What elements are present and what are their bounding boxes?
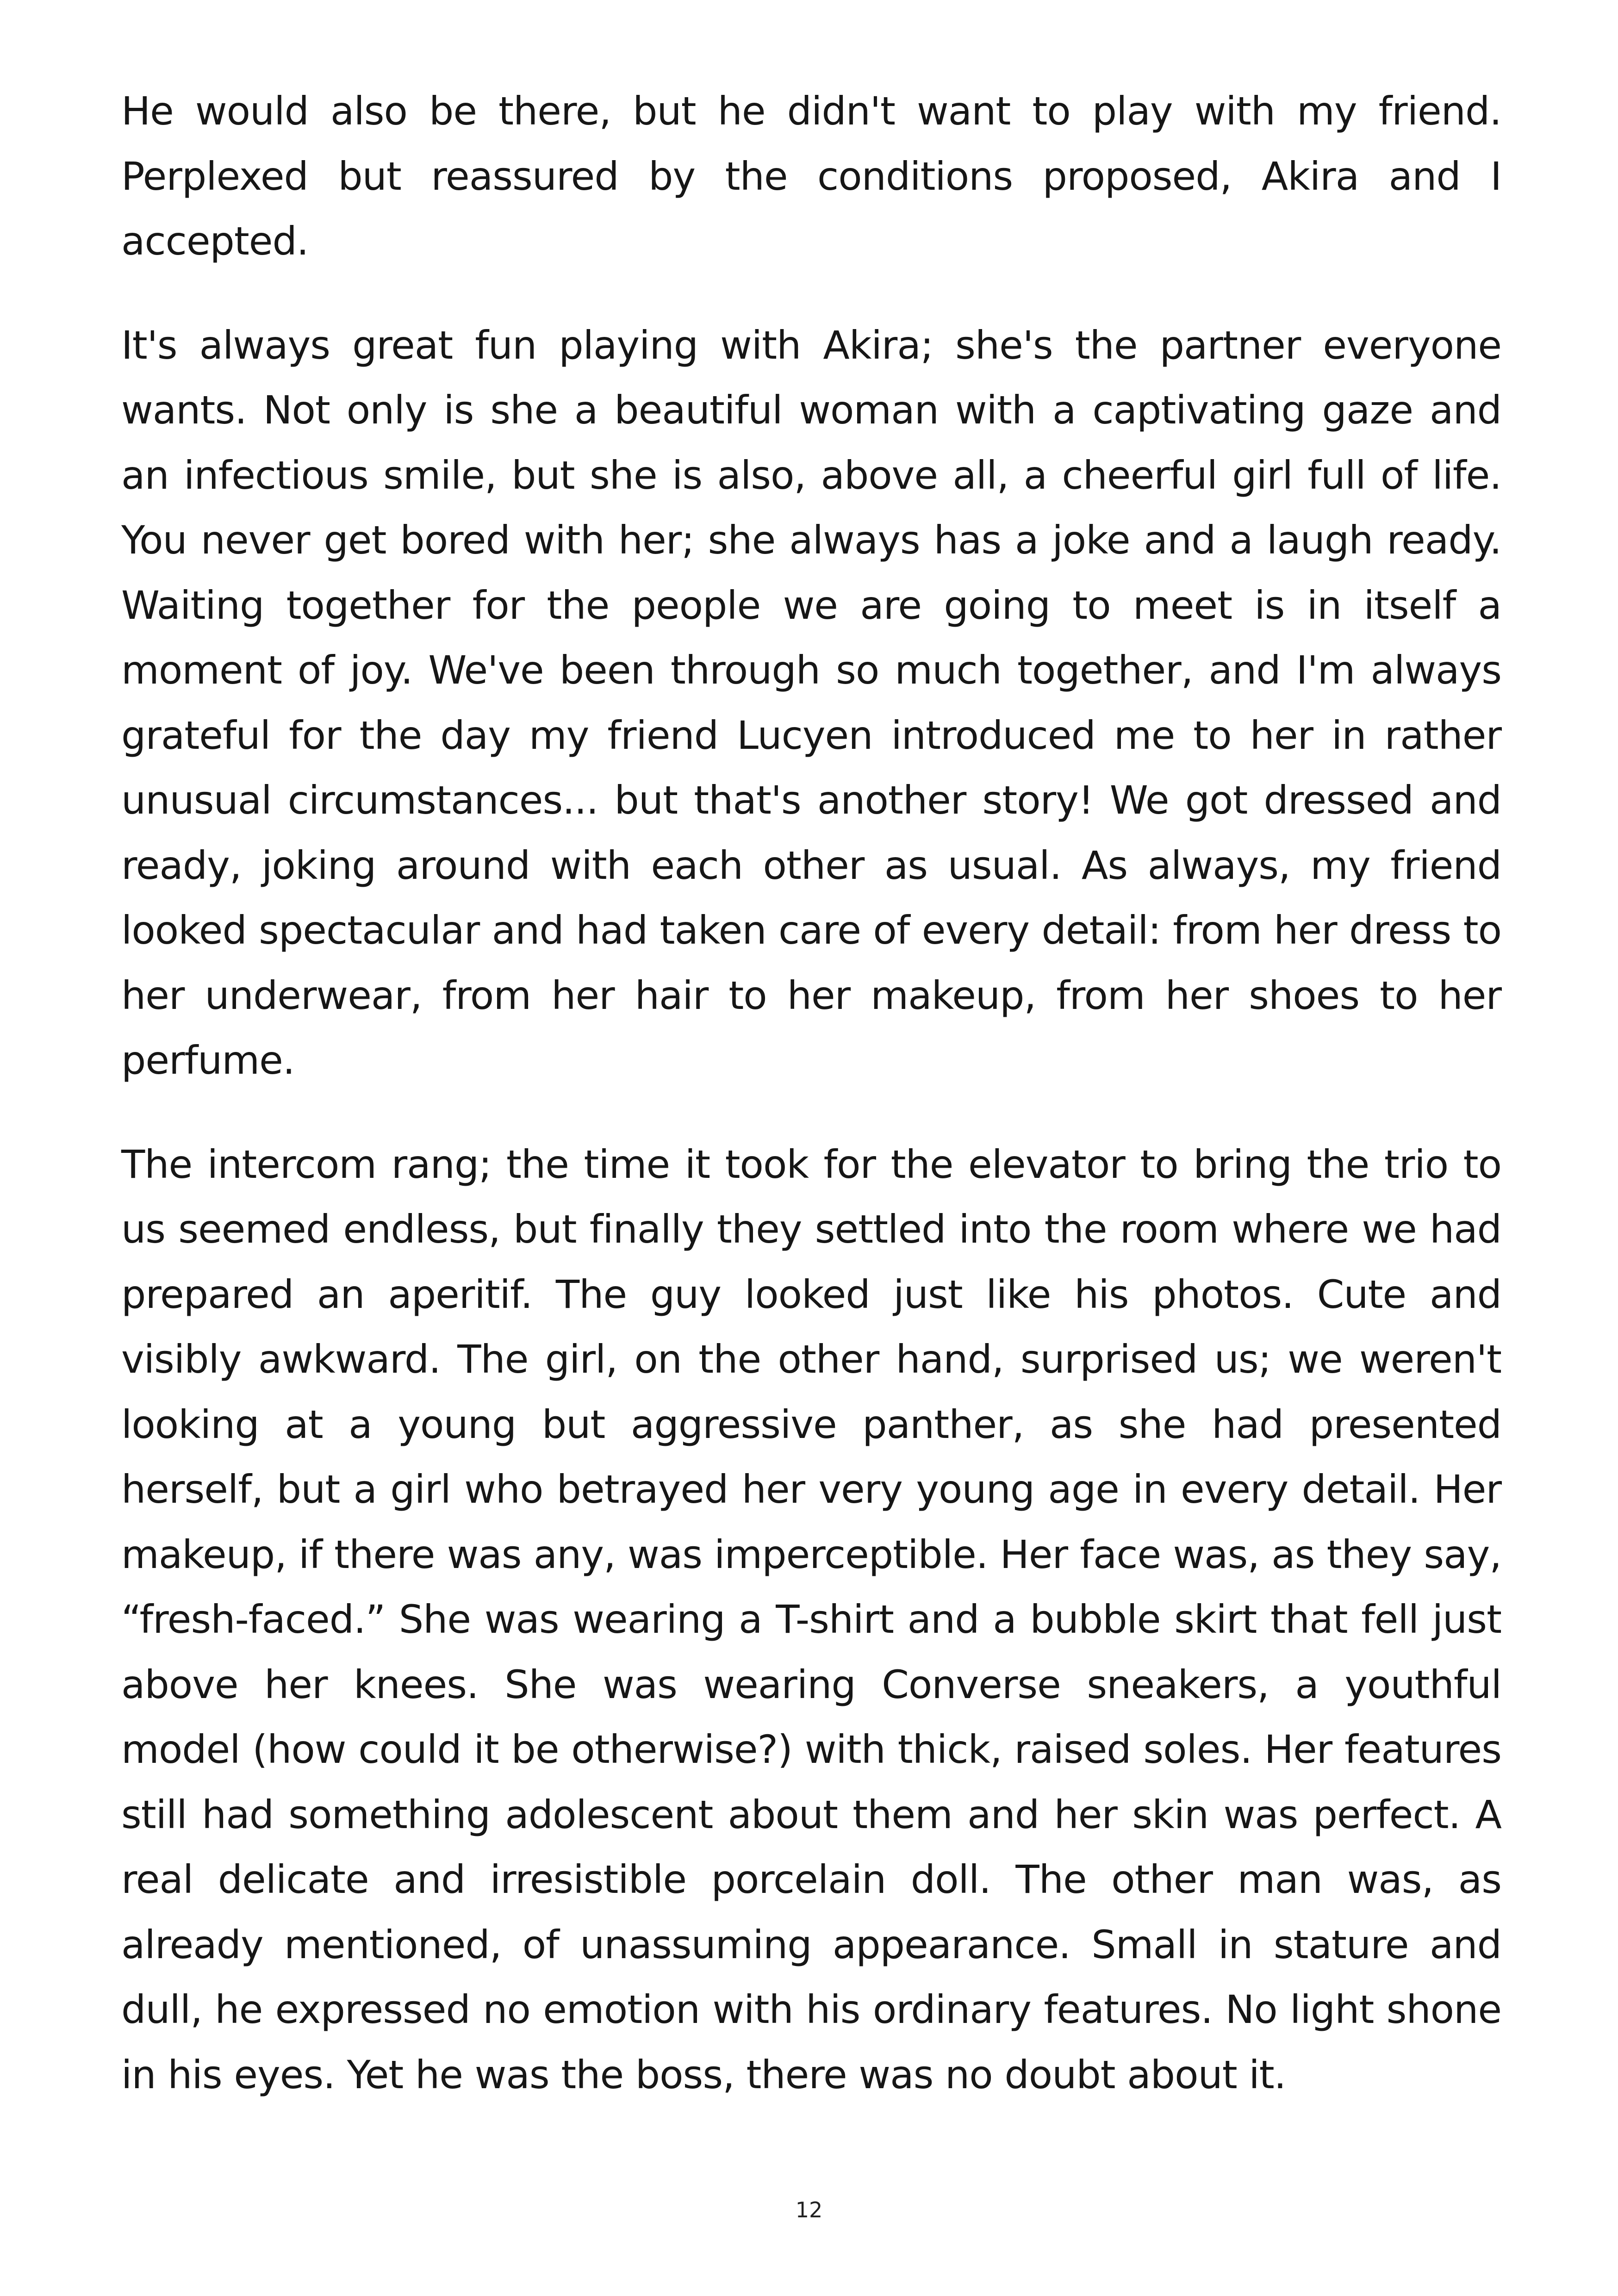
page-number: 12 [795,2197,823,2222]
paragraph-1: He would also be there, but he didn't want to play with my friend. Perplexed but reassured by the conditions proposed, Akira and I accepted. [121,88,1501,264]
paragraph-3: The intercom rang; the time it took for the elevator to bring the trio to us seemed endless, but finally they settled into the room where we had prepared an aperitif. The guy looked just like his photos. Cute and visibly awkward. The girl, on the other hand, surprised us; we weren't looking at a young but aggressive panther, as she had presented herself, but a girl who betrayed her very young age in every detail. Her makeup, if there was any, was imperceptible. Her face was, as they say, “fresh-faced.” She was wearing a T-shirt and a bubble skirt that fell just above her knees. She was wearing Converse sneakers, a youthful model (how could it be otherwise?) with thick, raised soles. Her features still had something adolescent about them and her skin was perfect. A real delicate and irresistible porcelain doll. The other man was, as already mentioned, of unassuming appearance. Small in stature and dull, he expressed no emotion with his ordinary features. No light shone in his eyes. Yet he was the boss, there was no doubt about it. [121,1141,1501,2097]
paragraph-2: It's always great fun playing with Akira; she's the partner everyone wants. Not only is she a beautiful woman with a captivating gaze and an infectious smile, but she is also, above all, a cheerful girl full of life. You never get bored with her; she always has a joke and a laugh ready. Waiting together for the people we are going to meet is in itself a moment of joy. We've been through so much together, and I'm always grateful for the day my friend Lucyen introduced me to her in rather unusual circumstances... but that's another story! We got dressed and ready, joking around with each other as usual. As always, my friend looked spectacular and had taken care of every detail: from her dress to her underwear, from her hair to her makeup, from her shoes to her perfume. [121,322,1501,1083]
body-text [121,79,1501,2107]
